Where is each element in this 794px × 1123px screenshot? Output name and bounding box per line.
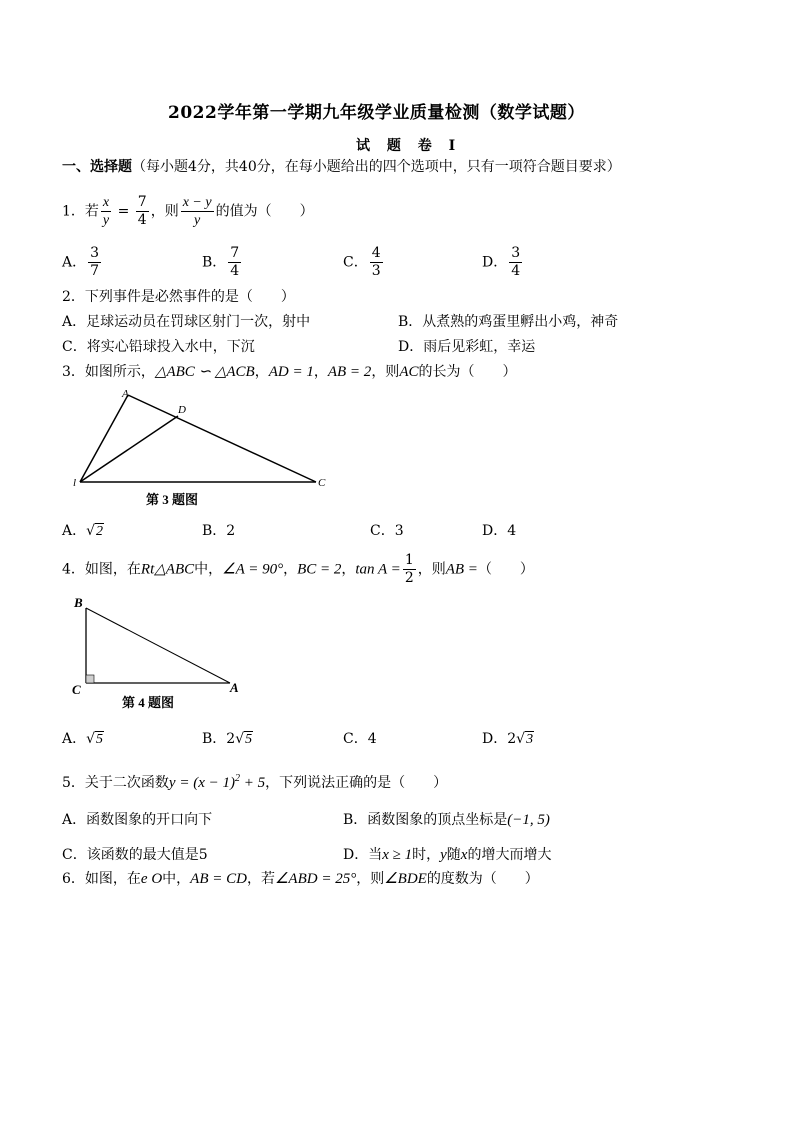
q3-label-a: A: [122, 388, 129, 400]
section-note: （每小题4分，共40分，在每小题给出的四个选项中，只有一项符合题目要求）: [132, 159, 621, 175]
page-title: 2022学年第一学期九年级学业质量检测（数学试题）: [168, 103, 585, 123]
q3-label-c: C: [318, 477, 326, 489]
q1-option-d: D． $\frac{3}{4}$: [482, 245, 521, 279]
q3-similar-triangles: △ABC ∽ △ACB: [154, 364, 255, 380]
q4-label-a: A: [230, 680, 239, 695]
q4-option-c: C．4: [343, 731, 377, 747]
q1-num: 1．若: [62, 203, 99, 220]
question-3-stem: 3．如图所示，△ABC ∽ △ACB，AD = 1，AB = 2，则AC的长为（ ）: [62, 364, 517, 380]
q4-option-d: D．2√3: [482, 731, 534, 747]
q3-option-a: A．√2: [62, 523, 104, 539]
q5-option-a: A．函数图象的开口向下: [62, 812, 213, 828]
question-2-stem: 2．下列事件是必然事件的是（ ）: [62, 289, 295, 305]
q1-fraction-expression: $\frac{x - y}{y}$: [182, 195, 212, 228]
q1-option-b: B． $\frac{7}{4}$: [202, 245, 240, 279]
q4-label-c: C: [72, 682, 81, 697]
q4-option-b: B．2√5: [202, 731, 253, 747]
q3-option-b: B．2: [202, 523, 236, 539]
q4-right-angle-mark: [86, 675, 94, 683]
q1-option-a: A． $\frac{3}{7}$: [62, 245, 100, 279]
q5-function: $y = (x - 1)^2 + 5$: [168, 773, 266, 791]
section-label: 一、选择题: [62, 159, 132, 175]
q1-separator: ，则: [150, 203, 179, 220]
q4-right-triangle-figure: [68, 593, 258, 715]
q1-tail: 的值为（ ）: [215, 203, 314, 220]
q3-label-d: D: [178, 404, 186, 416]
section-heading: [62, 158, 621, 176]
q2-option-a: A．足球运动员在罚球区射门一次，射中: [62, 314, 311, 330]
question-5-stem: 5．关于二次函数$y = (x - 1)^2 + 5$，下列说法正确的是（ ）: [62, 773, 448, 791]
q3-label-b: l: [73, 477, 77, 489]
question-4-stem: 4．如图，在Rt△ABC中，∠A = 90°，BC = 2，tan A = $\frac{1}{2}$ ，则AB =（ ）: [62, 552, 534, 586]
q3-triangle-figure: [70, 388, 340, 510]
question-6-stem: 6．如图，在e O中，AB = CD，若∠ABD = 25°，则∠BDE的度数为（ ）: [62, 871, 539, 887]
paper-subtitle: 试 题 卷 Ⅰ: [356, 138, 462, 154]
q2-option-d: D．雨后见彩虹，幸运: [398, 339, 536, 355]
q3-option-d: D．4: [482, 523, 517, 539]
q5-option-c: C．该函数的最大值是5: [62, 847, 208, 863]
q4-fraction-one-half: $\frac{1}{2}$: [404, 552, 414, 586]
q5-option-b: B．函数图象的顶点坐标是(−1, 5): [343, 812, 550, 828]
q2-option-b: B．从煮熟的鸡蛋里孵出小鸡，神奇: [398, 314, 619, 330]
q4-option-a: A．√5: [62, 731, 104, 747]
q1-option-c: C． $\frac{4}{3}$: [343, 245, 381, 279]
q4-label-b: B: [74, 595, 83, 610]
q1-fraction-7-over-4: $\frac{7}{4}$: [137, 194, 147, 228]
q4-caption: 第 4 题图: [122, 695, 175, 710]
q2-option-c: C．将实心铅球投入水中，下沉: [62, 339, 255, 355]
question-1-stem: 1．若 $\frac{x}{y}$ = $\frac{7}{4}$ ，则 $\frac{x - y}{y}$ 的值为（ ）: [62, 194, 314, 228]
q3-caption: 第 3 题图: [146, 492, 199, 507]
q5-option-d: D．当x ≥ 1时，y随x的增大而增大: [343, 847, 552, 863]
q1-fraction-x-over-y: $\frac{x}{y}$: [102, 195, 110, 228]
q3-option-c: C．3: [370, 523, 404, 539]
